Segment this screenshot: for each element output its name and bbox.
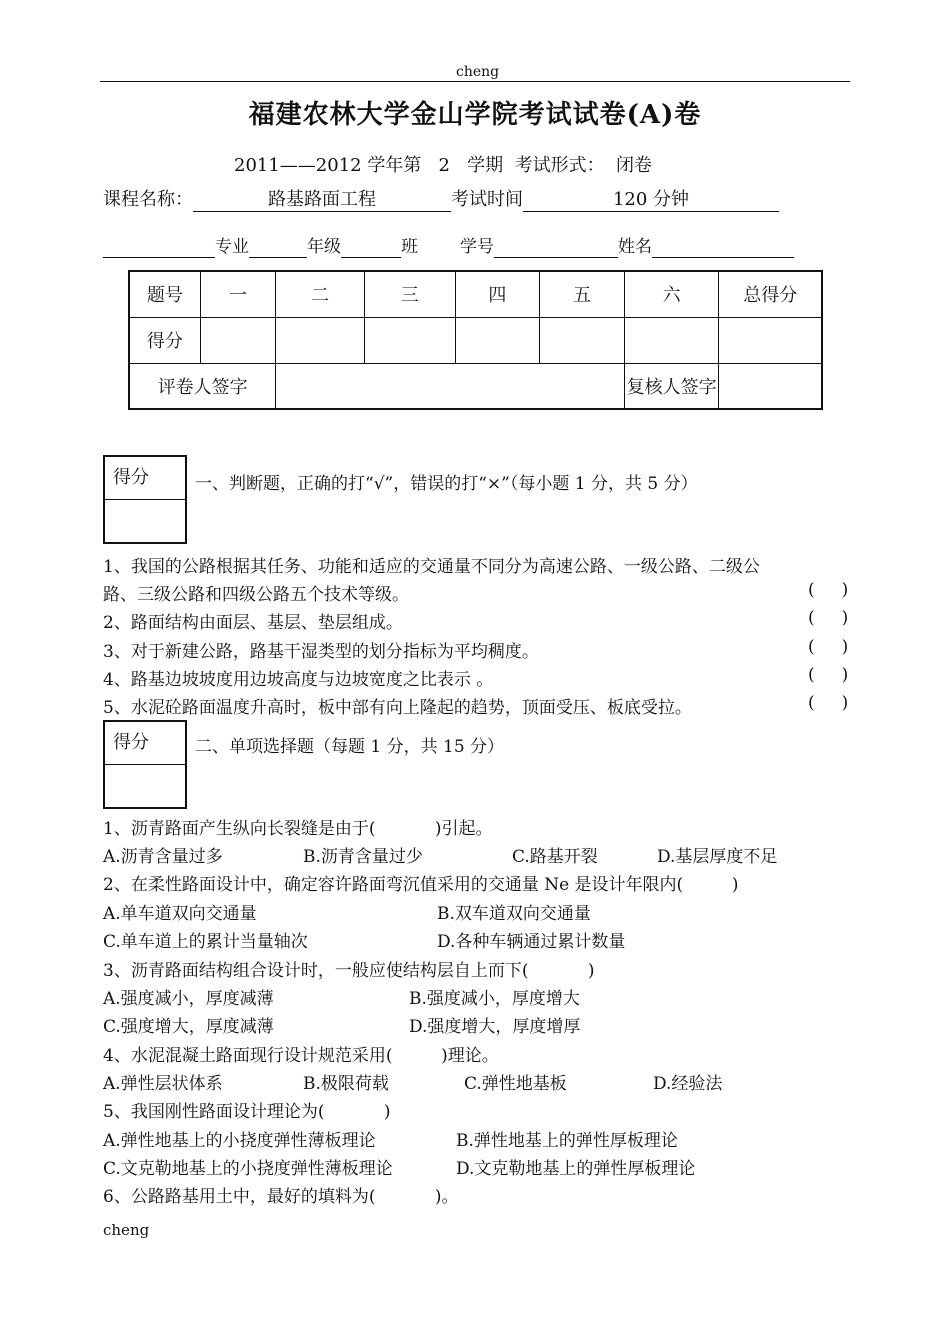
course-label: 课程名称：: [103, 189, 193, 210]
grade-label: 年级: [307, 237, 341, 257]
judge-item: 路、三级公路和四级公路五个技术等级。: [103, 585, 409, 605]
option: B.极限荷载: [303, 1074, 389, 1094]
score-table-header: 一: [200, 271, 276, 317]
score-cell[interactable]: [364, 317, 455, 363]
course-name: 路基路面工程: [193, 185, 451, 212]
reviewer-signature-label: 复核人签字: [624, 363, 719, 409]
score-table-header: 三: [364, 271, 455, 317]
exam-time-label: 考试时间: [451, 189, 523, 210]
class-label: 班: [401, 237, 418, 257]
score-cell[interactable]: [719, 317, 822, 363]
option: C.文克勒地基上的小挠度弹性薄板理论: [103, 1159, 393, 1179]
id-label: 学号: [460, 237, 494, 257]
score-table: [128, 270, 823, 410]
judge-item: 1、我国的公路根据其任务、功能和适应的交通量不同分为高速公路、一级公路、二级公: [103, 557, 760, 577]
option: D.经验法: [653, 1074, 723, 1094]
section2-score-label: 得分: [105, 722, 185, 765]
option: D.基层厚度不足: [657, 847, 778, 867]
score-cell[interactable]: [540, 317, 625, 363]
score-cell[interactable]: [624, 317, 719, 363]
header-mark: cheng: [456, 64, 500, 80]
option: A.强度减小，厚度减薄: [103, 989, 274, 1009]
section2-score-field[interactable]: [105, 765, 185, 807]
judge-item: 2、路面结构由面层、基层、垫层组成。: [103, 613, 403, 633]
option: B.双车道双向交通量: [437, 904, 591, 924]
section1-score-field[interactable]: [105, 500, 185, 542]
header-rule: [100, 81, 850, 82]
option: B.弹性地基上的弹性厚板理论: [456, 1131, 678, 1151]
score-cell[interactable]: [276, 317, 365, 363]
option: D.文克勒地基上的弹性厚板理论: [456, 1159, 696, 1179]
page-title: 福建农林大学金山学院考试试卷(A)卷: [248, 100, 702, 130]
section2-score-box: [103, 720, 187, 809]
option: A.沥青含量过多: [103, 847, 223, 867]
option: A.弹性层状体系: [103, 1074, 223, 1094]
option: A.弹性地基上的小挠度弹性薄板理论: [103, 1131, 376, 1151]
option: B.沥青含量过少: [303, 847, 423, 867]
reviewer-signature-field[interactable]: [719, 363, 822, 409]
judge-item: 4、路基边坡坡度用边坡高度与边坡宽度之比表示 。: [103, 670, 494, 690]
section1-score-box: [103, 455, 187, 544]
judge-item: 3、对于新建公路，路基干湿类型的划分指标为平均稠度。: [103, 642, 539, 662]
section1-heading: 一、判断题，正确的打“√”，错误的打“×”（每小题 1 分，共 5 分）: [195, 474, 698, 494]
question: 2、在柔性路面设计中，确定容许路面弯沉值采用的交通量 Ne 是设计年限内( ): [103, 875, 739, 895]
section1-score-label: 得分: [105, 457, 185, 500]
option: C.强度增大，厚度减薄: [103, 1017, 274, 1037]
footer-mark: cheng: [103, 1221, 150, 1239]
score-table-header: 总得分: [719, 271, 822, 317]
score-cell[interactable]: [455, 317, 540, 363]
answer-paren[interactable]: ( ): [808, 637, 849, 657]
answer-paren[interactable]: ( ): [808, 580, 849, 600]
option: B.强度减小，厚度增大: [409, 989, 580, 1009]
option: C.弹性地基板: [464, 1074, 567, 1094]
option: D.各种车辆通过累计数量: [437, 932, 626, 952]
question: 3、沥青路面结构组合设计时，一般应使结构层自上而下( ): [103, 961, 595, 981]
exam-time-value: 120 分钟: [523, 185, 779, 212]
name-label: 姓名: [618, 237, 652, 257]
question: 1、沥青路面产生纵向长裂缝是由于( )引起。: [103, 819, 493, 839]
answer-paren[interactable]: ( ): [808, 693, 849, 713]
score-table-header: 四: [455, 271, 540, 317]
option: D.强度增大，厚度增厚: [409, 1017, 581, 1037]
judge-item: 5、水泥砼路面温度升高时，板中部有向上隆起的趋势，顶面受压、板底受拉。: [103, 698, 692, 718]
option: A.单车道双向交通量: [103, 904, 257, 924]
score-table-header: 五: [540, 271, 625, 317]
term-line: 2011——2012 学年第 2 学期 考试形式： 闭卷: [234, 155, 653, 176]
answer-paren[interactable]: ( ): [808, 608, 849, 628]
option: C.单车道上的累计当量轴次: [103, 932, 308, 952]
score-cell[interactable]: [200, 317, 276, 363]
answer-paren[interactable]: ( ): [808, 665, 849, 685]
course-line: [103, 185, 779, 212]
major-label: 专业: [215, 237, 249, 257]
grader-signature-field[interactable]: [276, 363, 624, 409]
grader-signature-label: 评卷人签字: [129, 363, 276, 409]
score-table-header: 二: [276, 271, 365, 317]
question: 6、公路路基用土中，最好的填料为( )。: [103, 1187, 459, 1207]
option: C.路基开裂: [512, 847, 598, 867]
section2-heading: 二、单项选择题（每题 1 分，共 15 分）: [195, 737, 505, 757]
question: 5、我国刚性路面设计理论为( ): [103, 1102, 391, 1122]
score-table-header: 题号: [129, 271, 200, 317]
score-table-header: 六: [624, 271, 719, 317]
question: 4、水泥混凝土路面现行设计规范采用( )理论。: [103, 1046, 499, 1066]
score-row-label: 得分: [129, 317, 200, 363]
student-info-line: [103, 232, 794, 258]
